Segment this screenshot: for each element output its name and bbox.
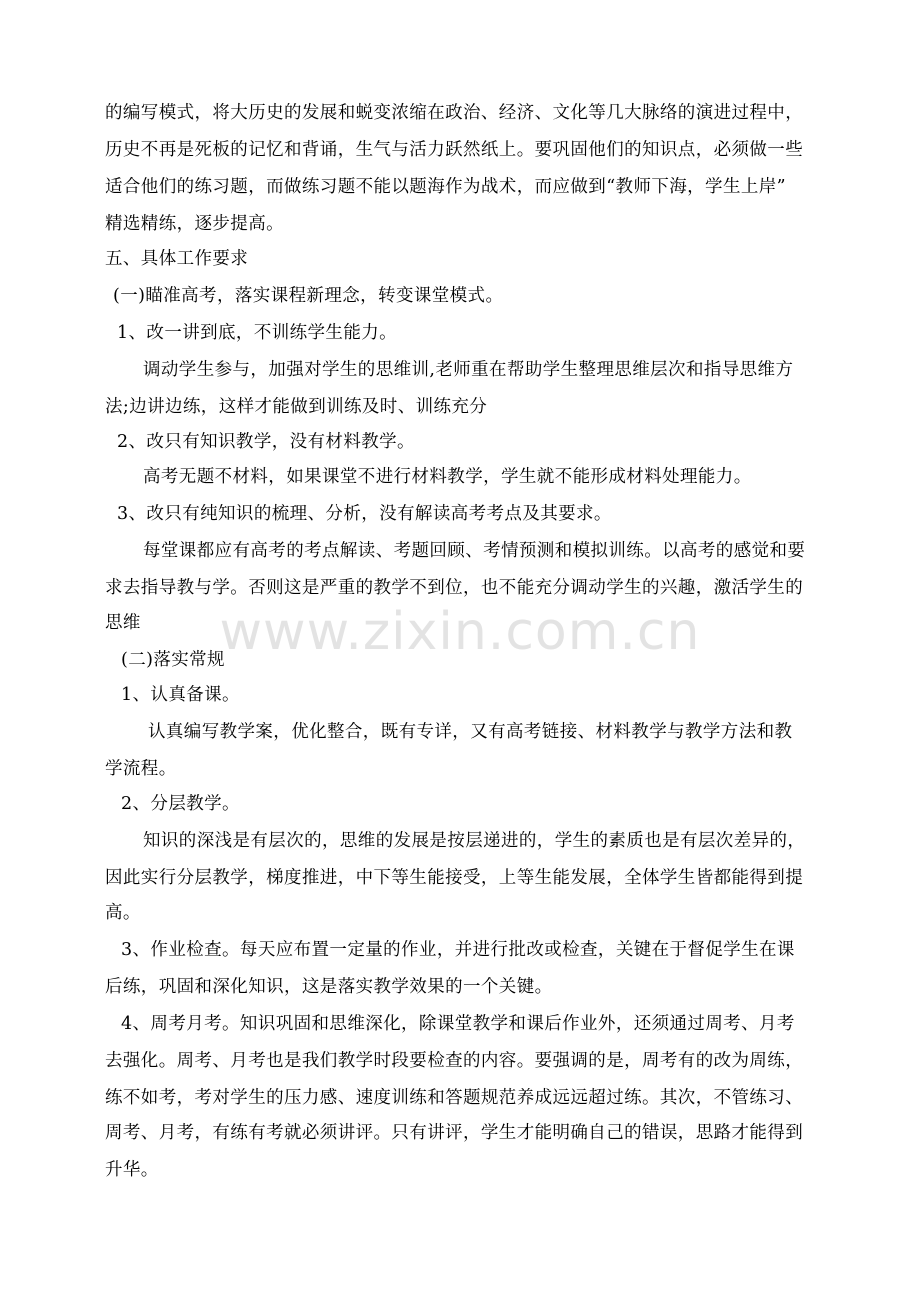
text-line: 每堂课都应有高考的考点解读、考题回顾、考情预测和模拟训练。以高考的感觉和要	[143, 541, 806, 561]
list-item-heading: 1、改一讲到底，不训练学生能力。	[117, 323, 398, 343]
subsection-heading: (二)落实常规	[121, 650, 225, 670]
text-line: 升华。	[105, 1160, 159, 1180]
text-line: 法;边讲边练，这样才能做到训练及时、训练充分	[105, 397, 488, 417]
text-line: 的编写模式，将大历史的发展和蜕变浓缩在政治、经济、文化等几大脉络的演进过程中，	[105, 103, 804, 123]
text-line: 去强化。周考、月考也是我们教学时段要检查的内容。要强调的是，周考有的改为周练，	[105, 1051, 804, 1071]
text-line: 后练，巩固和深化知识，这是落实教学效果的一个关键。	[105, 977, 553, 997]
list-item-heading: 2、改只有知识教学，没有材料教学。	[117, 432, 415, 452]
text-line: 练不如考，考对学生的压力感、速度训练和答题规范养成远远超过练。其次，不管练习、	[105, 1088, 804, 1108]
text-line: 精选精练，逐步提高。	[105, 214, 284, 234]
text-line: 适合他们的练习题，而做练习题不能以题海作为战术，而应做到“教师下海，学生上岸”	[105, 177, 786, 197]
text-line: 认真编写教学案，优化整合，既有专详，又有高考链接、材料教学与教学方法和教	[148, 722, 793, 742]
subsection-heading: (一)瞄准高考，落实课程新理念，转变课堂模式。	[113, 286, 504, 306]
list-item-heading: 2、分层教学。	[121, 794, 240, 814]
text-line: 学流程。	[105, 759, 177, 779]
text-line: 历史不再是死板的记忆和背诵，生气与活力跃然纸上。要巩固他们的知识点，必须做一些	[105, 140, 804, 160]
watermark: www.zixin.com.cn	[219, 602, 701, 662]
list-item-heading: 4、周考月考。知识巩固和思维深化，除课堂教学和课后作业外，还须通过周考、月考	[121, 1014, 795, 1034]
list-item-heading: 3、改只有纯知识的梳理、分析，没有解读高考考点及其要求。	[117, 504, 612, 524]
text-line: 知识的深浅是有层次的，思维的发展是按层递进的，学生的素质也是有层次差异的，	[143, 831, 806, 851]
text-line: 求去指导教与学。否则这是严重的教学不到位，也不能充分调动学生的兴趣，激活学生的	[105, 578, 804, 598]
text-line: 高考无题不材料，如果课堂不进行材料教学，学生就不能形成材料处理能力。	[143, 467, 752, 487]
section-heading: 五、具体工作要求	[105, 249, 249, 269]
list-item-heading: 1、认真备课。	[121, 685, 240, 705]
text-line: 因此实行分层教学，梯度推进，中下等生能接受，上等生能发展，全体学生皆都能得到提	[105, 868, 804, 888]
text-line: 周考、月考，有练有考就必须讲评。只有讲评，学生才能明确自己的错误，思路才能得到	[105, 1123, 804, 1143]
text-line: 调动学生参与，加强对学生的思维训,老师重在帮助学生整理思维层次和指导思维方	[143, 360, 794, 380]
text-line: 高。	[105, 903, 141, 923]
list-item-heading: 3、作业检查。每天应布置一定量的作业，并进行批改或检查，关键在于督促学生在课	[121, 940, 795, 960]
text-line: 思维	[105, 613, 141, 633]
